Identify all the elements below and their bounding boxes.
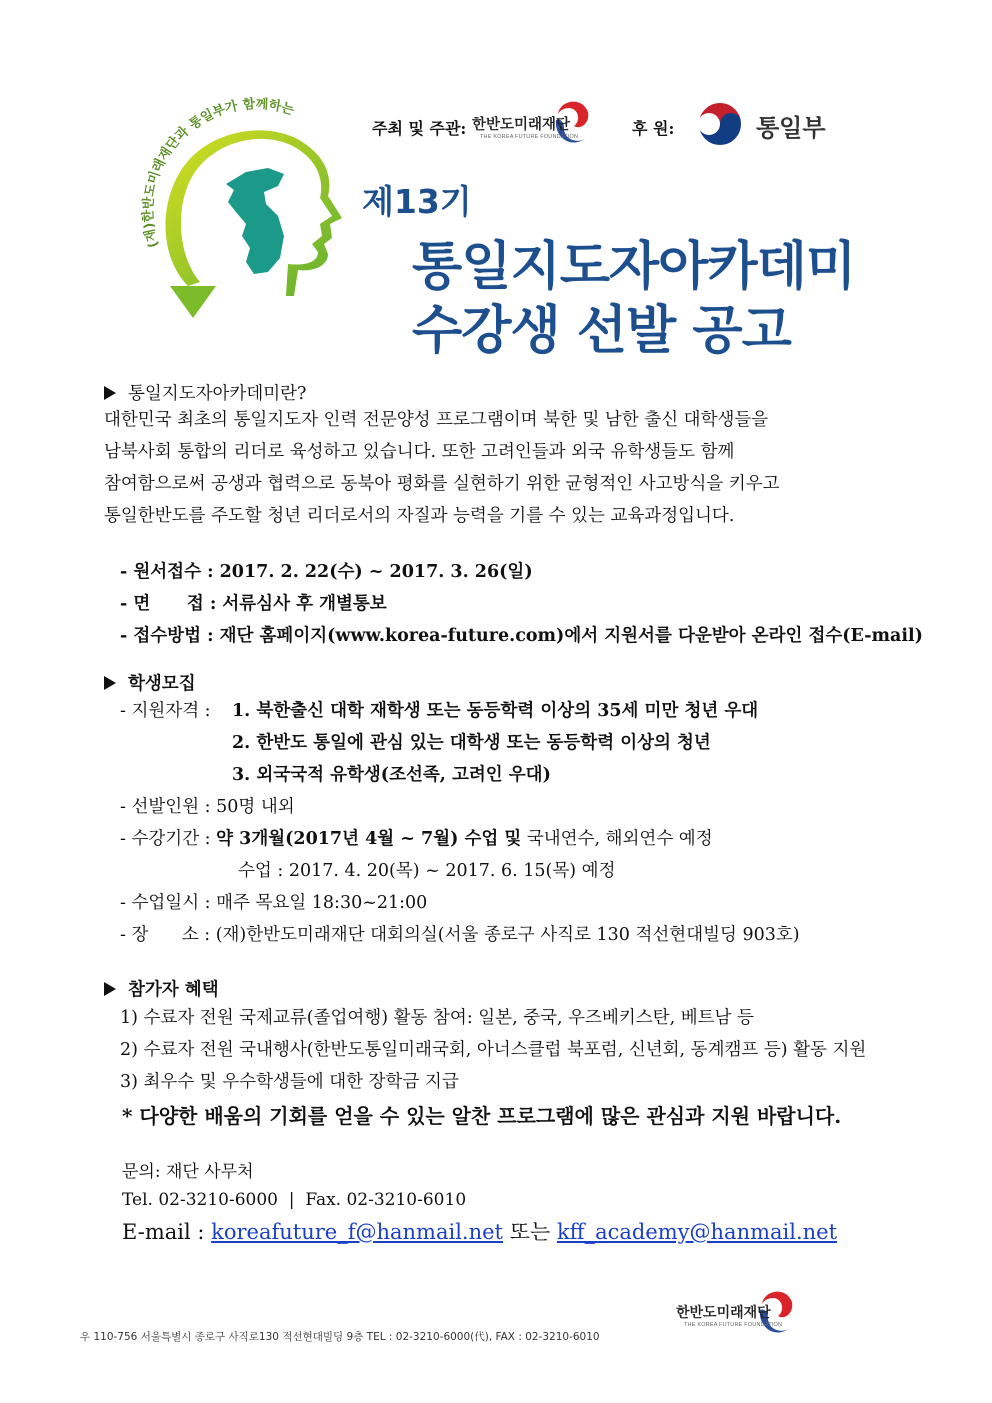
recruit-count-row: - 선발인원 : 50명 내외 [120,797,295,817]
korea-map-icon [226,168,284,274]
qualification-list [232,695,758,791]
intro-text [104,404,780,532]
footer-foundation-name-en: THE KOREA FUTURE FOUNDATION [684,1322,783,1328]
email-link-academy[interactable]: kff_academy@hanmail.net [556,1220,838,1244]
host-label: 주최 및 주관: [372,119,467,138]
footer-address: 우 110-756 서울특별시 종로구 사직로130 적선현대빌딩 9층 TEL : 02-3210-6000(代), FAX : 02-3210-6010 [80,1331,600,1343]
page-title-line2: 수강생 선발 공고 [412,301,791,361]
benefits-note: * 다양한 배움의 기회를 얻을 수 있는 알찬 프로그램에 많은 관심과 지원 바랍니다. [122,1104,842,1128]
benefits-list [120,1002,866,1098]
recruit-period-row: - 수강기간 : 약 3개월(2017년 4월 ~ 7월) 수업 및 국내연수, 해외연수 예정 [120,829,713,849]
footer-foundation-logo [676,1286,816,1344]
benefit-item: 1) 수료자 전원 국제교류(졸업여행) 활동 참여: 일본, 중국, 우즈베키스탄, 베트남 등 [120,1008,754,1028]
contact-inquiry: 문의: 재단 사무처 [122,1162,254,1182]
benefit-item: 2) 수료자 전원 국내행사(한반도통일미래국회, 아너스클럽 북포럼, 신년회, 동계캠프 등) 활동 지원 [120,1040,867,1060]
email-link-primary[interactable]: koreafuture_f@hanmail.net [211,1220,503,1244]
edition-label: 제13기 [362,182,472,221]
intro-line: 대한민국 최초의 통일지도자 인력 전문양성 프로그램이며 북한 및 남한 출신 대학생들을 [104,410,769,430]
emblem-arc-text: (재)한반도미래재단과 통일부가 함께하는 [141,97,296,250]
qualification-item: 3. 외국국적 유학생(조선족, 고려인 우대) [232,765,551,785]
foundation-name-en: THE KOREA FUTURE FOUNDATION [480,134,579,140]
foundation-name: 한반도미래재단 [472,117,571,133]
qualification-item: 2. 한반도 통일에 관심 있는 대학생 또는 동등학력 이상의 청년 [232,733,711,753]
benefit-item: 3) 최우수 및 우수학생들에 대한 장학금 지급 [120,1072,459,1092]
sponsor-label: 후 원: [632,119,675,138]
intro-line: 남북사회 통합의 리더로 육성하고 있습니다. 또한 고려인들과 외국 유학생들도 함께 [104,442,735,462]
footer-foundation-name: 한반도미래재단 [676,1305,771,1321]
arrow-down-icon [170,286,216,318]
application-row: - 접수방법 : 재단 홈페이지(www.korea-future.com)에서 지원서를 다운받아 온라인 접수(E-mail) [120,626,923,646]
triangle-bullet-icon [104,676,116,690]
recruit-heading: 학생모집 [104,670,196,695]
application-row: - 원서접수 : 2017. 2. 22(수) ~ 2017. 3. 26(일) [120,562,533,582]
or-text: 또는 [509,1220,551,1244]
foundation-logo [472,96,622,154]
recruit-place-row: - 장 소 : (재)한반도미래재단 대회의실(서울 종로구 사직로 130 적선현대빌딩 903호) [120,925,800,945]
contact-tel-fax: Tel. 02-3210-6000 | Fax. 02-3210-6010 [122,1190,467,1210]
qualification-item: 1. 북한출신 대학 재학생 또는 동등학력 이상의 35세 미만 청년 우대 [232,701,759,721]
application-info [120,556,923,652]
triangle-bullet-icon [104,982,116,996]
application-row: - 면 접 : 서류심사 후 개별통보 [120,594,387,614]
academy-emblem [118,86,368,326]
ministry-logo [692,96,842,152]
intro-heading: 통일지도자아카데미란? [104,380,306,405]
taegeuk-icon [692,96,748,152]
page-title-line1: 통일지도자아카데미 [412,237,856,297]
recruit-schedule-row: - 수업일시 : 매주 목요일 18:30~21:00 [120,893,428,913]
qualification-label: - 지원자격 : [120,701,211,721]
intro-line: 참여함으로써 공생과 협력으로 동북아 평화를 실현하기 위한 균형적인 사고방식을 키우고 [104,474,780,494]
email-label: E-mail : [122,1220,205,1244]
triangle-bullet-icon [104,386,116,400]
recruit-period-detail: 수업 : 2017. 4. 20(목) ~ 2017. 6. 15(목) 예정 [238,861,616,881]
ministry-name: 통일부 [756,114,826,142]
contact-email-row [122,1216,837,1246]
benefits-heading: 참가자 혜택 [104,976,219,1001]
intro-line: 통일한반도를 주도할 청년 리더로서의 자질과 능력을 기를 수 있는 교육과정입니다. [104,506,735,526]
